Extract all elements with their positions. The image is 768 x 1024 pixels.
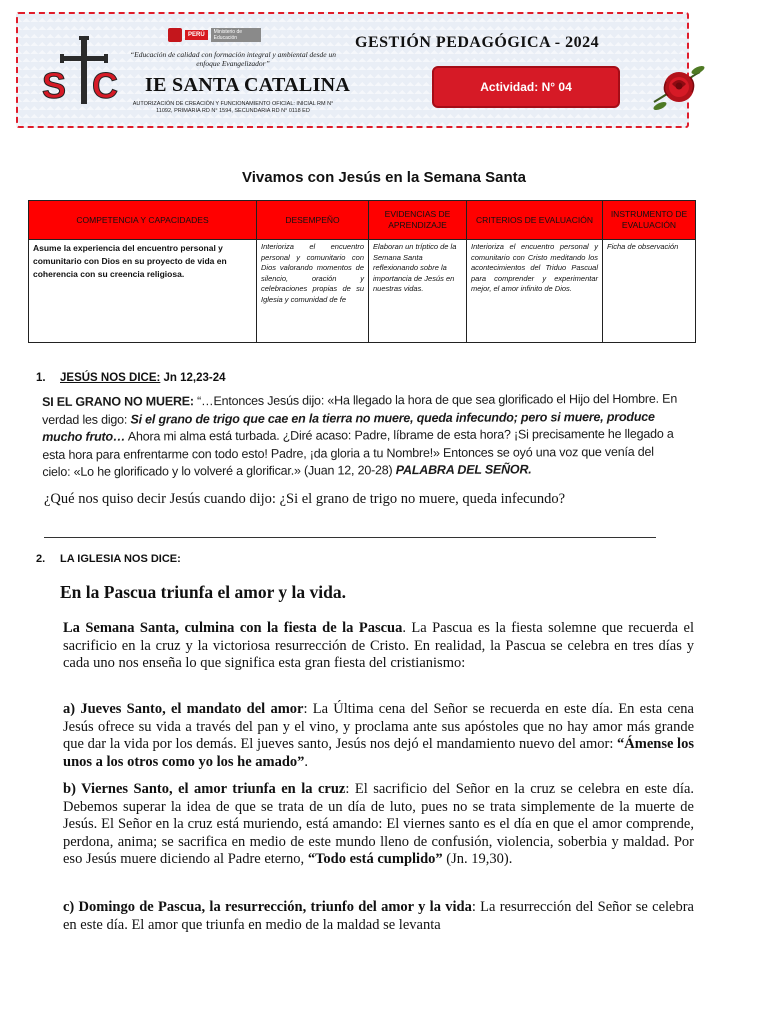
- quote-text: “…Entonces Jesús dijo: «Ha llegado la hora de que sea glorificado el Hijo del Hombre. En verdad les digo:: [42, 391, 678, 427]
- document-title: Vivamos con Jesús en la Semana Santa: [241, 169, 527, 186]
- section-2-heading: [36, 553, 181, 565]
- table-header-cell: DESEMPEÑO: [257, 201, 369, 240]
- paragraph-b-quote: “Todo está cumplido”: [307, 851, 443, 868]
- table-header-cell: EVIDENCIAS DE APRENDIZAJE: [369, 201, 467, 240]
- table-header-row: [29, 201, 696, 240]
- paragraph-a-quote: “Ámense los unos a los otros como yo los he amado”: [63, 736, 694, 770]
- authorization-text: AUTORIZACIÓN DE CREACIÓN Y FUNCIONAMIENTO OFICIAL: INICIAL RM N° 11092, PRIMARIA RD N° 1594, SECUNDARIA RD N° 0118 ED: [132, 101, 334, 114]
- paragraph-a-title: a) Jueves Santo, el mandato del amor: [63, 701, 304, 717]
- gospel-quote: [42, 391, 682, 482]
- activity-badge: [432, 66, 620, 108]
- svg-text:C: C: [92, 65, 118, 106]
- school-cross-logo-icon: [40, 36, 130, 108]
- paragraph-c: [63, 899, 694, 934]
- performance-cell: Interioriza el encuentro personal y comunitario con Dios valorando momentos de silencio, oración y celebraciones propias de su Iglesia y comunidad de fe: [257, 240, 369, 343]
- paragraph-c-title: c) Domingo de Pascua, la resurrección, triunfo del amor y la vida: [63, 899, 472, 915]
- school-name: IE SANTA CATALINA: [145, 74, 351, 96]
- intro-bold: La Semana Santa, culmina con la fiesta de la Pascua: [63, 620, 403, 636]
- section-1-heading: [36, 372, 226, 384]
- reflection-question: ¿Qué nos quiso decir Jesús cuando dijo: ¿Si el grano de trigo no muere, queda infecundo?: [44, 491, 566, 507]
- table-header-cell: INSTRUMENTO DE EVALUACIÓN: [603, 201, 696, 240]
- paragraph-a: [63, 701, 694, 771]
- instrument-cell: Ficha de observación: [603, 240, 696, 343]
- section-number: 1.: [36, 372, 46, 384]
- paragraph-b-text: : El sacrificio del Señor en la cruz se celebra en este día. Debemos superar la idea de que se trata de un día de luto, pues no se trata simplemente de la muerte de Jesús. El Señor en la cruz está muriendo, está amando: El viernes santo es el día en que el amor comprende, perdona, anima; se sacrifica en medio de este mundo lleno de confusión, violencia, soberbia y maldad. Por eso Jesús muere diciendo al Padre eterno,: [63, 781, 695, 868]
- answer-line[interactable]: [44, 537, 656, 538]
- paragraph-b: [63, 781, 694, 869]
- section-title: LA IGLESIA NOS DICE:: [60, 553, 181, 565]
- paragraph-a-text: : La Última cena del Señor se recuerda en este día. En esta cena Jesús ofrece su vida a través del pan y el vino, y proclama ante sus apóstoles que no hay amor más grande que dar la vida por los demás. El jueves santo, Jesús nos dejó el mandamiento nuevo del amor:: [63, 701, 694, 753]
- competency-table: [28, 200, 696, 343]
- intro-text: . La Pascua es la fiesta solemne que recuerda el sacrificio en la cruz y la victoriosa resurrección de Cristo. En realidad, la Pascua se celebra en tres días y cada uno nos enseña lo que significa esta gran fiesta del cristianismo:: [63, 620, 695, 672]
- table-header-cell: COMPETENCIA Y CAPACIDADES: [29, 201, 257, 240]
- intro-paragraph: [63, 620, 694, 673]
- section-number: 2.: [36, 553, 46, 565]
- section-subtitle: En la Pascua triunfa el amor y la vida.: [60, 582, 347, 602]
- rose-icon: [650, 62, 708, 112]
- table-header-cell: CRITERIOS DE EVALUACIÓN: [467, 201, 603, 240]
- ministry-label: Ministerio de Educación: [211, 28, 261, 42]
- paragraph-a-end: .: [304, 753, 309, 770]
- header-title: GESTIÓN PEDAGÓGICA - 2024: [355, 34, 600, 51]
- competency-cell: Asume la experiencia del encuentro personal y comunitario con Dios en su proyecto de vida en coherencia con su creencia religiosa.: [29, 240, 257, 343]
- activity-label: Actividad: N° 04: [480, 80, 572, 94]
- table-row: [29, 240, 696, 343]
- school-motto: “Educación de calidad con formación integral y ambiental desde un enfoque Evangelizador”: [129, 50, 336, 68]
- paragraph-c-text: : La resurrección del Señor se celebra en este día. El amor que triunfa en medio de la maldad se levanta: [63, 899, 694, 933]
- bible-reference: Jn 12,23-24: [160, 372, 226, 384]
- evidence-cell: Elaboran un tríptico de la Semana Santa reflexionando sobre la importancia de Jesús en nuestras vidas.: [369, 240, 467, 343]
- paragraph-b-title: b) Viernes Santo, el amor triunfa en la cruz: [63, 781, 346, 797]
- section-title: JESÚS NOS DICE:: [60, 372, 161, 384]
- ministry-badge: [168, 28, 261, 42]
- svg-text:S: S: [42, 65, 67, 106]
- quote-closing: PALABRA DEL SEÑOR.: [395, 462, 532, 478]
- quote-text: Ahora mi alma está turbada. ¿Diré acaso: Padre, líbrame de esta hora? ¡Si precisamente he llegado a esta hora para enfrentarme con todo esto! Padre, ¡da gloria a tu Nombre!» Entonces se oyó una voz que venía del cielo: «Lo he glorificado y lo volveré a glorificar.» (Juan 12, 20-28): [42, 426, 674, 479]
- criteria-cell: Interioriza el encuentro personal y comunitario con Cristo meditando los acontecimientos del Triduo Pascual para comprender y experimentar mejor, el amor infinito de Dios.: [467, 240, 603, 343]
- peru-label: PERÚ: [185, 30, 208, 40]
- quote-emphasis: Si el grano de trigo que cae en la tierra no muere, queda infecundo; pero si muere, produce mucho fruto…: [42, 409, 655, 444]
- peru-shield-icon: [168, 28, 182, 42]
- paragraph-b-end: (Jn. 19,30).: [442, 851, 513, 868]
- quote-lead: SI EL GRANO NO MUERE:: [42, 394, 194, 409]
